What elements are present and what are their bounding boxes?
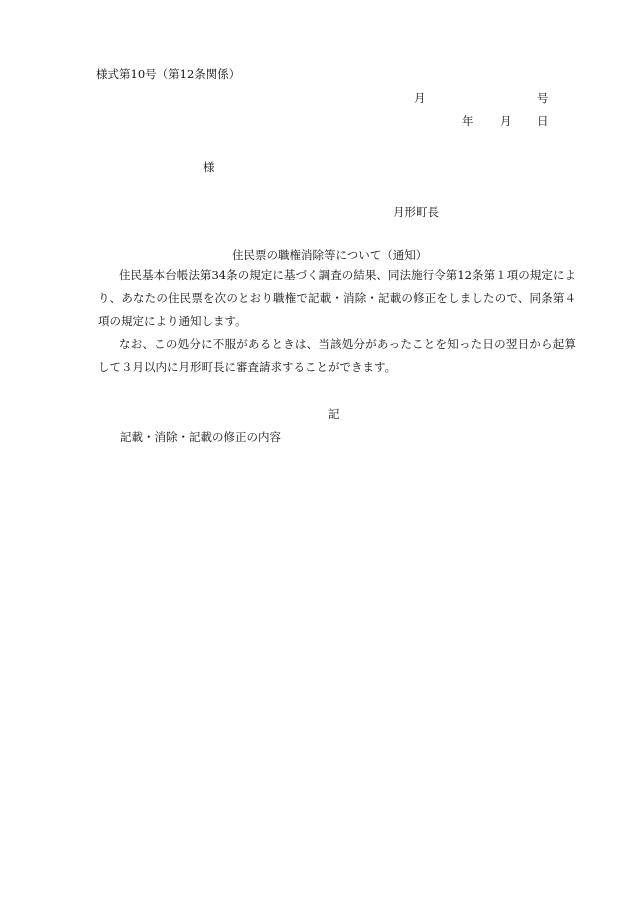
document-title: 住民票の職権消除等について（通知） — [232, 248, 428, 262]
header-month-label: 月 — [414, 91, 426, 105]
body-paragraph: なお、この処分に不服があるときは、当該処分があったことを知った日の翌日から起算して３月以内に月形町長に審査請求することができます。 — [98, 337, 576, 374]
body-paragraph: 住民基本台帳法第34条の規定に基づく調査の結果、同法施行令第12条第１項の規定により、あなたの住民票を次のとおり職権で記載・消除・記載の修正をしましたので、同条第４項の規定により通知します。 — [98, 268, 576, 328]
header-month2-label: 月 — [500, 114, 512, 128]
item-content-label: 記載・消除・記載の修正の内容 — [120, 430, 281, 444]
ki-heading: 記 — [328, 407, 340, 421]
header-day-label: 日 — [537, 114, 549, 128]
sender: 月形町長 — [393, 205, 439, 219]
header-year-label: 年 — [462, 114, 474, 128]
form-number: 様式第10号（第12条関係） — [96, 67, 241, 81]
header-number-label: 号 — [537, 91, 549, 105]
addressee: 様 — [203, 160, 215, 174]
